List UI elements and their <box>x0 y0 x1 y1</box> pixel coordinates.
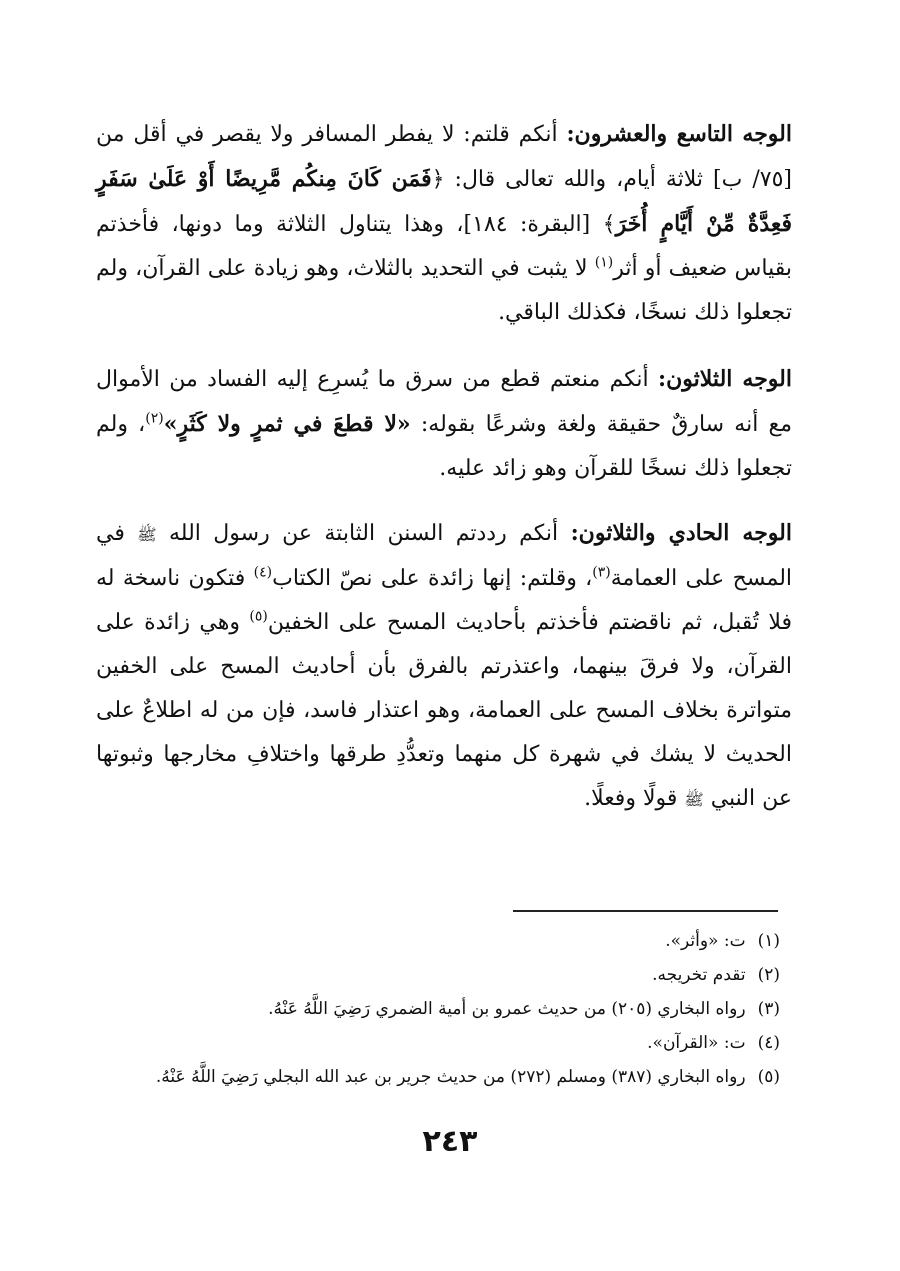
paragraph-text: أنكم رددتم السنن الثابتة عن رسول الله <box>156 521 571 546</box>
paragraph-text: لا يثبت في التحديد بالثلاث، وهو زيادة على القرآن، ولم تجعلوا ذلك نسخًا، فكذلك الباقي. <box>96 256 792 325</box>
paragraph-text: ، ولم تجعلوا ذلك نسخًا للقرآن وهو زائد عليه. <box>96 412 792 481</box>
paragraph-text: في المسح على العمامة <box>96 521 793 591</box>
footnote-item <box>96 1060 780 1094</box>
footnote-item <box>96 958 780 992</box>
footnote-ref[interactable]: (٤) <box>253 564 273 581</box>
paragraph-heading: الوجه التاسع والعشرون: <box>566 121 792 147</box>
verse-close-bracket: ﴾ <box>602 212 616 237</box>
footnote-number: (٣) <box>757 999 780 1019</box>
paragraph-31 <box>96 511 792 822</box>
footnote-text: تقدم تخريجه. <box>652 965 746 985</box>
paragraph-text: [البقرة: ١٨٤]، وهذا يتناول الثلاثة وما دونها، فأخذتم بقياس ضعيف أو أثر <box>96 212 792 281</box>
footnote-separator <box>513 910 778 912</box>
footnotes-list <box>96 924 780 1094</box>
paragraph-30 <box>96 357 792 491</box>
footnote-number: (١) <box>757 931 780 951</box>
footnote-number: (٤) <box>757 1033 780 1053</box>
footnote-item <box>96 1026 780 1060</box>
footnote-ref[interactable]: (١) <box>594 254 614 271</box>
hadith-quote: «لا قطعَ في ثمرٍ ولا كَثَرٍ» <box>163 411 411 437</box>
paragraph-text: فتكون ناسخة له فلا تُقبل، ثم ناقضتم فأخذتم بأحاديث المسح على الخفين <box>96 566 792 635</box>
footnote-number: (٥) <box>757 1067 780 1087</box>
paragraph-heading: الوجه الثلاثون: <box>658 366 792 392</box>
footnote-text: رواه البخاري (٢٠٥) من حديث عمرو بن أمية الضمري رَضِيَ اللَّهُ عَنْهُ. <box>268 999 746 1019</box>
footnote-number: (٢) <box>757 965 780 985</box>
footnote-item <box>96 924 780 958</box>
footnote-item <box>96 992 780 1026</box>
paragraph-29 <box>96 112 792 335</box>
footnote-ref[interactable]: (٣) <box>592 564 611 581</box>
page-number: ٢٤٣ <box>422 1124 478 1159</box>
footnote-text: ت: «القرآن». <box>647 1033 746 1053</box>
paragraph-text: أنكم قلتم: لا يفطر المسافر ولا يقصر في أقل من [٧٥/ ب] ثلاثة أيام، والله تعالى قال: <box>96 122 792 192</box>
paragraph-text: قولًا وفعلًا. <box>584 786 685 811</box>
main-text <box>96 112 792 844</box>
paragraph-text: وهي زائدة على القرآن، ولا فرقَ بينهما، واعتذرتم بالفرق بأن أحاديث المسح على الخفين متواترة بخلاف المسح على العمامة، وهو اعتذار فاسد، فإن من له اطلاعٌ على الحديث لا يشك في شهرة كل منهما وتعدُّدِ طرقها واختلافِ مخارجها وثبوتها عن النبي <box>96 610 792 811</box>
verse-open-bracket: ﴿ <box>431 167 445 192</box>
footnote-text: ت: «وأثر». <box>665 931 746 951</box>
footnote-ref[interactable]: (٥) <box>249 608 268 625</box>
quran-verse: فَمَن كَانَ مِنكُم مَّرِيضًا أَوْ عَلَىٰ سَفَرٍ فَعِدَّةٌ مِّنْ أَيَّامٍ أُخَرَ <box>96 166 792 237</box>
paragraph-text: أنكم منعتم قطع من سرق ما يُسرِع إليه الفساد من الأموال مع أنه سارقٌ حقيقة ولغة وشرعًا بقوله: <box>96 367 793 437</box>
salutation-glyph: ﷺ <box>137 525 157 544</box>
paragraph-heading: الوجه الحادي والثلاثون: <box>570 520 792 546</box>
paragraph-text: ، وقلتم: إنها زائدة على نصّ الكتاب <box>272 566 593 591</box>
footnote-text: رواه البخاري (٣٨٧) ومسلم (٢٧٢) من حديث جرير بن عبد الله البجلي رَضِيَ اللَّهُ عَنْهُ. <box>155 1067 746 1087</box>
salutation-glyph: ﷺ <box>684 790 704 809</box>
footnote-ref[interactable]: (٢) <box>145 410 164 427</box>
